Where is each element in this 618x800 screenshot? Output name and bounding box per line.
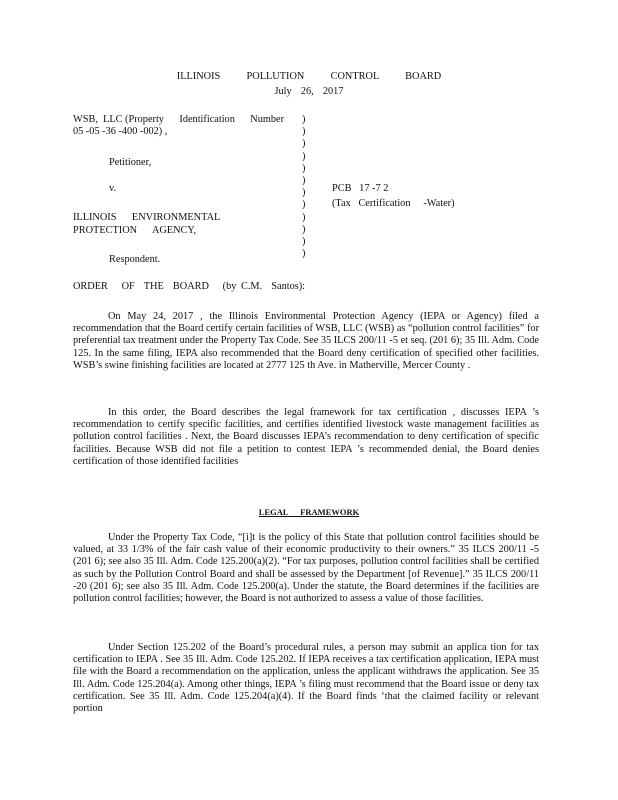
respondent-name: ILLINOIS ENVIRONMENTAL: [73, 212, 221, 223]
case-caption: [73, 114, 453, 268]
versus-label: v.: [109, 183, 117, 194]
caption-paren: ): [302, 187, 306, 199]
paragraph-intro: On May 24, 2017 , the Illinois Environmental Protection Agency (IEPA or Agency) filed a recommendation that the Board certify certain facilities of WSB, LLC (WSB) as “pollution control facilities” for preferential tax treatment under the Property Tax Code. See 35 ILCS 200/11 -5 et seq. (201 6); 35 Ill. Adm. Code 125. In the same filing, IEPA also recommended that the Board deny certification of specified other facilities. WSB’s swine finishing facilities are located at 2777 125 th Ave. in Matherville, Mercer County .: [73, 311, 539, 371]
caption-paren: ): [302, 211, 306, 223]
section-heading-text: LEGAL FRAMEWORK: [258, 507, 360, 517]
caption-paren: ): [302, 126, 306, 138]
caption-paren: ): [302, 138, 306, 150]
case-number: PCB 17 -7 2: [332, 183, 389, 194]
caption-paren: ): [302, 248, 306, 260]
paragraph-property-tax-code: Under the Property Tax Code, “[i]t is the policy of this State that pollution control facilities should be valued, at 33 1/3% of the fair cash value of their economic productivity to their owners.” 35 ILCS 200/11 -5 (201 6); see also 35 Ill. Adm. Code 125.200(a)(2). “For tax purposes, pollution control facilities shall be certified as such by the Pollution Control Board and shall be assessed by the Department [of Revenue].” 35 ILCS 200/11 -20 (201 6); see also 35 Ill. Adm. Code 125.200(a). Under the statute, the Board determines if the facilities are pollution control facilities; however, the Board is not authorized to assess a value of those facilities.: [73, 532, 539, 605]
paragraph-procedural-rules: Under Section 125.202 of the Board’s procedural rules, a person may submit an applica tion for tax certification to IEPA . See 35 Ill. Adm. Code 125.202. If IEPA receives a tax certification application, IEPA must file with the Board a recommendation on the application, unless the applicant withdraws the application. See 35 Ill. Adm. Code 125.204(a). Among other things, IEPA ’s filing must recommend that the Board issue or deny tax certification. See 35 Ill. Adm. Code 125.204(a)(4). If the Board finds ‘that the claimed facility or relevant portion: [73, 642, 539, 715]
board-name: ILLINOIS POLLUTION CONTROL BOARD: [176, 71, 442, 82]
case-type: (Tax Certification -Water): [332, 198, 455, 209]
order-title: ORDER OF THE BOARD (by C.M. Santos):: [73, 281, 306, 292]
caption-paren: ): [302, 162, 306, 174]
petitioner-name: WSB, LLC (Property Identification Number: [73, 114, 285, 125]
respondent-agency: PROTECTION AGENCY,: [73, 225, 197, 236]
section-heading-legal-framework: [0, 506, 618, 518]
respondent-role: Respondent.: [109, 254, 161, 265]
paragraph-summary: In this order, the Board describes the legal framework for tax certification , discusses IEPA ’s recommendation to certify specific facilities, and certifies identified livestock waste management facilities as pollution control facilities . Next, the Board discusses IEPA’s recommendation to deny certification of specific facilities. Because WSB did not file a petition to contest IEPA ’s recommended denial, the Board denies certification of those identified facilities: [73, 407, 539, 467]
petitioner-pin: 05 -05 -36 -400 -002) ,: [73, 126, 168, 137]
caption-paren: ): [302, 150, 306, 162]
caption-paren: ): [302, 199, 306, 211]
caption-paren: ): [302, 235, 306, 247]
caption-paren: ): [302, 174, 306, 186]
order-date: July 26, 2017: [274, 86, 344, 97]
caption-paren: ): [302, 223, 306, 235]
caption-divider: [302, 114, 314, 260]
petitioner-role: Petitioner,: [109, 157, 152, 168]
caption-paren: ): [302, 114, 306, 125]
